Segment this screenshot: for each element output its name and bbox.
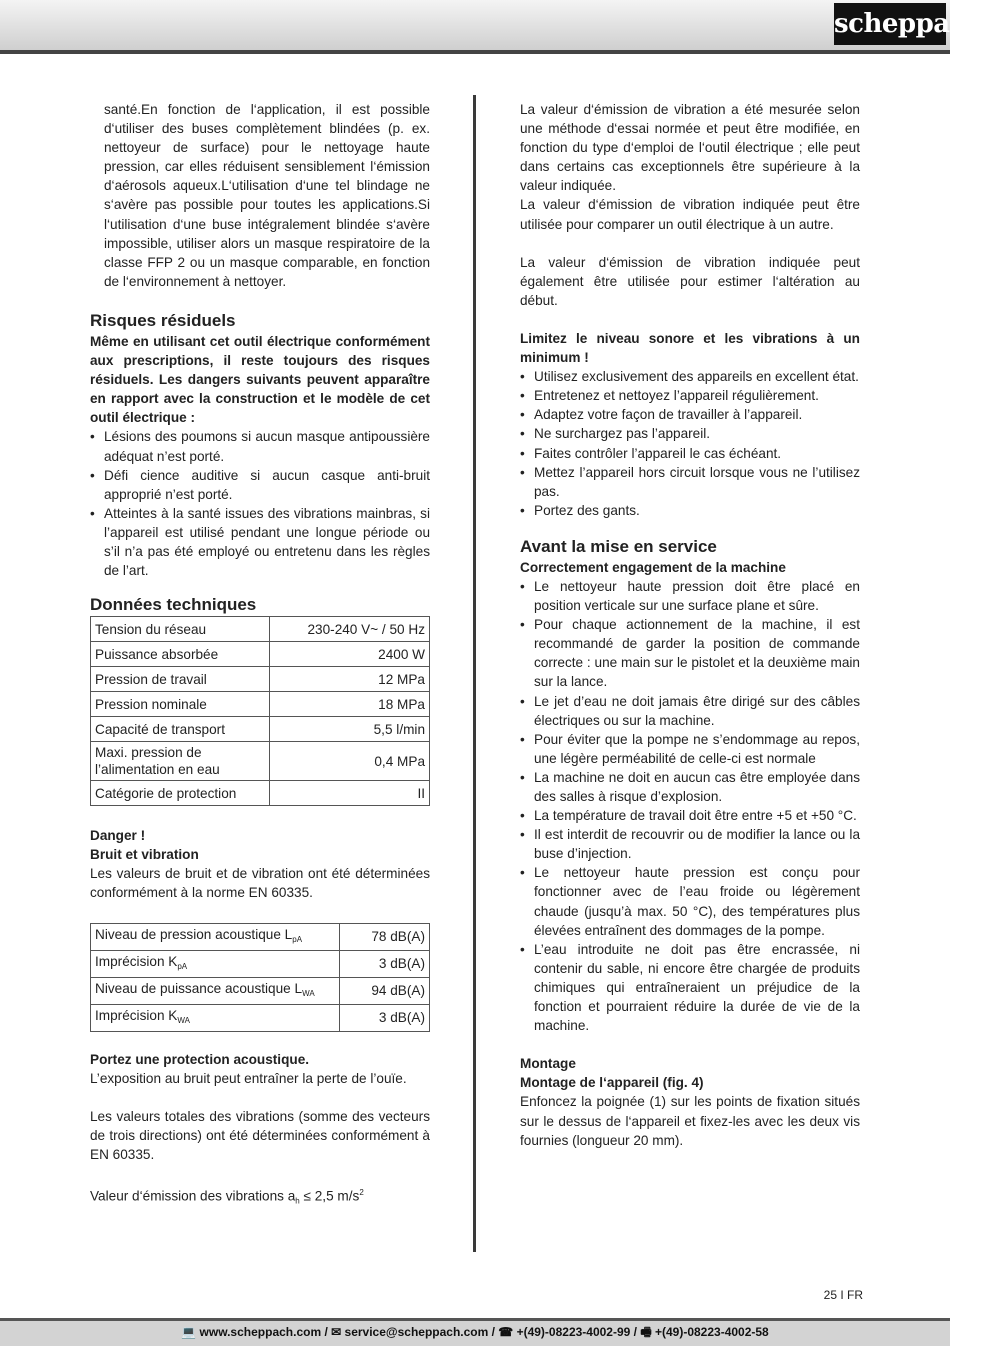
table-cell-key: Catégorie de protection (91, 781, 270, 806)
list-item: • Le nettoyeur haute pression doit être placé en position verticale sur une surface plane et sûre. (520, 577, 860, 615)
protection-heading: Portez une protection acoustique. (90, 1051, 310, 1067)
list-item: • Le nettoyeur haute pression est conçu pour fonctionner avec de l’eau froide ou légèrement chaude (jusqu’à max. 50 °C), des températures plus élevées entraînent des dommages de la pompe. (520, 863, 860, 939)
list-item: • Utilisez exclusivement des appareils en excellent état. (520, 367, 860, 386)
table-row (91, 667, 430, 692)
table-row (91, 642, 430, 667)
list-item: • L’eau introduite ne doit pas être encrassée, ni contenir du sable, ni encore être chargée de produits chimiques qui entraîneraient un préjudice de la fonction et pourraient réduire la durée de vie de la machine. (520, 940, 860, 1035)
risks-heading: Risques résiduels (90, 310, 236, 330)
right-column (520, 100, 860, 1150)
table-cell-value: 3 dB(A) (340, 1004, 430, 1031)
list-item: • Atteintes à la santé issues des vibrations mainbras, si l’appareil est utilisé pendant une longue période ou s’il n’a pas été employé ou entretenu dans les règles de l’art. (90, 504, 430, 580)
header-bar (0, 0, 983, 54)
table-cell-value: 5,5 l/min (270, 717, 430, 742)
tech-heading: Données techniques (90, 595, 257, 615)
vibration-subscript: h (295, 1196, 300, 1206)
left-column (90, 100, 430, 1211)
table-cell-key: Puissance absorbée (91, 642, 270, 667)
table-cell-key: Capacité de transport (91, 717, 270, 742)
list-item: • Défi cience auditive si aucun casque anti-bruit approprié n’est porté. (90, 466, 430, 504)
risks-list (90, 427, 430, 580)
intro-text: santé.En fonction de l‘application, il est possible d‘utiliser des buses complètement blindées (p. ex. nettoyeur de surface) pour le nettoyage haute pression, car elles réduisent sensiblement l‘émission d‘aérosols aqueux.L‘utilisation d‘une tel blindage ne s‘avère pas possible pour toutes les applications.Si l‘utilisation d‘une buse intégralement blindée s‘avère impossible, utiliser alors un masque respiratoire de la classe FFP 2 ou un masque comparable, en fonction de l‘environnement à nettoyer. (104, 102, 430, 289)
vibration-superscript: 2 (359, 1188, 364, 1197)
column-divider (473, 95, 476, 1252)
table-cell-value: 2400 W (270, 642, 430, 667)
table-cell-value: II (270, 781, 430, 806)
noise-label: Niveau de puissance acoustique L (95, 980, 303, 996)
noise-label: Imprécision K (95, 1007, 178, 1023)
noise-text: Les valeurs de bruit et de vibration ont été déterminées conformément à la norme EN 60335. (90, 866, 430, 901)
table-row (91, 923, 430, 950)
service-subheading: Correctement engagement de la machine (520, 559, 786, 575)
list-item: • Faites contrôler l’appareil le cas échéant. (520, 444, 860, 463)
table-cell-key (91, 950, 340, 977)
table-row (91, 617, 430, 642)
table-cell-value: 0,4 MPa (270, 742, 430, 781)
tech-table (90, 616, 430, 806)
list-item: • Portez des gants. (520, 501, 860, 520)
risks-intro: Même en utilisant cet outil électrique conformément aux prescriptions, il reste toujours des risques résiduels. Les dangers suivants peuvent apparaître en rapport avec la construction et le modèle de cet outil électrique : (90, 333, 430, 426)
noise-heading: Bruit et vibration (90, 847, 199, 863)
list-item: • Le jet d’eau ne doit jamais être dirigé sur des câbles électriques ou sur la machine. (520, 692, 860, 730)
montage-heading: Montage (520, 1056, 576, 1072)
limit-heading: Limitez le niveau sonore et les vibrations à un minimum ! (520, 330, 860, 366)
table-cell-key (91, 977, 340, 1004)
table-cell-value: 78 dB(A) (340, 923, 430, 950)
table-cell-key (91, 1004, 340, 1031)
table-row (91, 781, 430, 806)
table-row (91, 717, 430, 742)
limit-list (520, 367, 860, 520)
list-item: • Entretenez et nettoyez l’appareil régulièrement. (520, 386, 860, 405)
table-cell-value: 230-240 V~ / 50 Hz (270, 617, 430, 642)
vibration-text: Les valeurs totales des vibrations (somme des vecteurs de trois directions) ont été déterminées conformément à EN 60335. (90, 1108, 430, 1162)
list-item: • Pour chaque actionnement de la machine, il est recommandé de garder la position de commande correcte : une main sur le pistolet et la deuxième main sur la lance. (520, 615, 860, 691)
table-cell-key (91, 923, 340, 950)
table-cell-value: 3 dB(A) (340, 950, 430, 977)
noise-subscript: pA (292, 934, 303, 944)
table-row (91, 977, 430, 1004)
noise-subscript: WA (177, 1015, 190, 1025)
brand-logo: scheppach (834, 3, 946, 45)
vibration-paragraph-2: La valeur d‘émission de vibration indiquée peut être utilisée pour comparer un outil électrique à un autre. (520, 197, 860, 232)
danger-label: Danger ! (90, 828, 146, 844)
montage-subheading: Montage de l‘appareil (fig. 4) (520, 1075, 704, 1091)
page-number: 25 I FR (823, 1288, 863, 1302)
vibration-value (90, 1183, 430, 1211)
list-item: • La température de travail doit être entre +5 et +50 °C. (520, 806, 860, 825)
service-list (520, 577, 860, 1035)
list-item: • Ne surchargez pas l’appareil. (520, 424, 860, 443)
list-item: • La machine ne doit en aucun cas être employée dans des salles à risque d’explosion. (520, 768, 860, 806)
table-cell-key: Pression de travail (91, 667, 270, 692)
table-row (91, 692, 430, 717)
vibration-paragraph-3: La valeur d‘émission de vibration indiquée peut également être utilisée pour estimer l‘altération au début. (520, 254, 860, 308)
table-row (91, 950, 430, 977)
vibration-value-number: ≤ 2,5 m/s (299, 1188, 360, 1204)
list-item: • Il est interdit de recouvrir ou de modifier la lance ou la buse d’injection. (520, 825, 860, 863)
table-cell-key: Tension du réseau (91, 617, 270, 642)
noise-table (90, 923, 430, 1032)
protection-text: L’exposition au bruit peut entraîner la perte de l’ouïe. (90, 1070, 407, 1086)
montage-text: Enfoncez la poignée (1) sur les points de fixation situés sur le dessus de l‘appareil et fixez-les avec les deux vis fournies (longueur 20 mm). (520, 1094, 860, 1148)
table-cell-value: 18 MPa (270, 692, 430, 717)
table-row (91, 742, 430, 781)
list-item: • Lésions des poumons si aucun masque antipoussière adéquat n’est porté. (90, 427, 430, 465)
vibration-paragraph-1: La valeur d‘émission de vibration a été mesurée selon une méthode d‘essai normée et peut être modifiée, en fonction du type d‘emploi de l‘outil électrique ; elle peut dans certains cas exceptionnels être supérieure à la valeur indiquée. (520, 102, 860, 194)
noise-label: Niveau de pression acoustique L (95, 926, 293, 942)
list-item: • Mettez l’appareil hors circuit lorsque vous ne l’utilisez pas. (520, 463, 860, 501)
table-cell-value: 94 dB(A) (340, 977, 430, 1004)
list-item: • Pour éviter que la pompe ne s’endommage au repos, une légère perméabilité de celle-ci est normale (520, 730, 860, 768)
table-cell-value: 12 MPa (270, 667, 430, 692)
service-heading: Avant la mise en service (520, 536, 717, 556)
list-item: • Adaptez votre façon de travailler à l’appareil. (520, 405, 860, 424)
table-cell-key: Maxi. pression de l’alimentation en eau (91, 742, 270, 781)
vibration-value-label: Valeur d‘émission des vibrations a (90, 1188, 296, 1204)
noise-subscript: pA (177, 961, 188, 971)
footer-contact: 💻 www.scheppach.com / ✉ service@scheppach.com / ☎ +(49)-08223-4002-99 / 🖷 +(49)-08223-4002-58 (0, 1318, 950, 1346)
table-row (91, 1004, 430, 1031)
noise-label: Imprécision K (95, 953, 178, 969)
noise-subscript: WA (302, 988, 315, 998)
table-cell-key: Pression nominale (91, 692, 270, 717)
